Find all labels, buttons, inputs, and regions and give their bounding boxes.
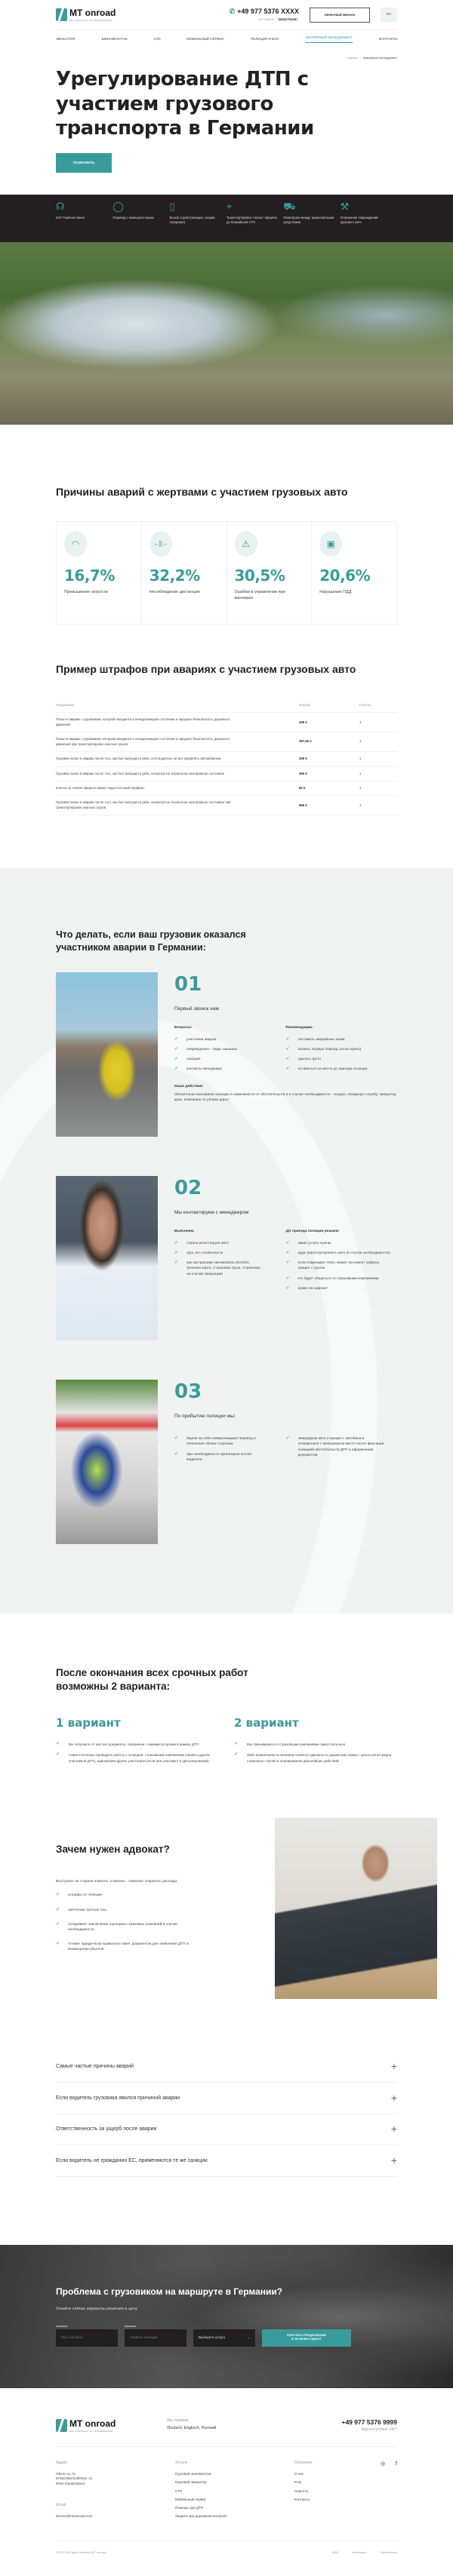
- main-nav: [56, 30, 397, 48]
- table-row: [56, 766, 397, 781]
- list-item: [286, 1067, 392, 1072]
- table-row: [56, 752, 397, 766]
- table-row: [56, 732, 397, 752]
- check-icon: ✔: [285, 1240, 290, 1245]
- list-item: [56, 1922, 192, 1933]
- step-1: [56, 972, 397, 1153]
- list-item-text: контакты менеджера: [186, 1067, 222, 1072]
- step-title: Первый звонок нам: [174, 1006, 219, 1012]
- stat-value: 20,6%: [319, 566, 371, 585]
- faq-question: Ответственность за ущерб после аварии: [56, 2126, 157, 2132]
- logo[interactable]: [56, 8, 116, 23]
- checklist: [174, 1241, 265, 1277]
- headset-icon: ☊: [56, 200, 65, 212]
- cell-fine: 585 €: [299, 796, 359, 815]
- plus-icon[interactable]: +: [390, 2091, 397, 2104]
- location-input[interactable]: Укажите локацию: [125, 2329, 186, 2347]
- faq-item[interactable]: [56, 2145, 397, 2177]
- lawyer-title: Зачем нужен адвокат?: [56, 1843, 170, 1855]
- cell-violation: Попал в аварию с грузовиком, который находился в ненадлежащем состоянии и нарушал безопасность дорожного движения: [56, 713, 299, 732]
- check-icon: ✔: [56, 1942, 60, 1947]
- list-item: [286, 1286, 392, 1291]
- cell-pts: 1: [359, 732, 397, 752]
- chat-icon: ◯: [112, 200, 124, 212]
- footer-service-link[interactable]: Мобильный сервис: [175, 2497, 207, 2501]
- actions-text: обязательно вызываем полицию в зависимости от обстоятельств и в случае необходимости - скорую, пожарную службу, эвакуатор, кран, компанию по уборке дорог.: [174, 1092, 397, 1103]
- footer-service-link[interactable]: Защита при дорожном контроле: [175, 2514, 227, 2519]
- check-icon: ✔: [285, 1260, 290, 1266]
- rulebook-icon: ▣: [319, 531, 342, 557]
- step-3: [56, 1380, 397, 1561]
- list-item: [174, 1057, 280, 1062]
- list-item-text: эвакуируем авто и прицеп с автобана в оговоренное с менеджером место после фиксации полицией обстоятельств ДТП и оформления документов: [297, 1437, 384, 1457]
- check-icon: ✔: [174, 1436, 179, 1442]
- check-icon: ✔: [174, 1451, 179, 1457]
- variant-1: [56, 1716, 219, 1768]
- check-icon: ✔: [56, 1752, 60, 1757]
- stat-label: Нарушение ПДД: [319, 590, 352, 595]
- list-item-text: сделать фото: [297, 1058, 321, 1062]
- check-icon: ✔: [285, 1067, 290, 1072]
- cell-violation: Попал в аварию с грузовиком, который находился в ненадлежащем состоянии и нарушал безопасность дорожного движения при транспортировке опасных грузов: [56, 732, 299, 752]
- list-item-text: готовит юридически правильно пакет документов для заявления ДТП и возмещении убытков.: [68, 1942, 189, 1952]
- cell-fine: 397,50 €: [299, 732, 359, 752]
- email-title: Email: [56, 2502, 66, 2507]
- stat-value: 30,5%: [234, 566, 285, 585]
- list-item-text: кто будет общаться со страховыми компаниями: [297, 1276, 379, 1281]
- list-item-text: оспаривает заключение оценщика страховых компаний в случае необходимости: [68, 1922, 177, 1932]
- speedometer-icon: ◠: [64, 531, 87, 557]
- list-item-text: оказать первую помощь (если нужно): [297, 1047, 362, 1052]
- bus-icon: ▯: [169, 200, 175, 212]
- distance-icon: →][←: [149, 531, 172, 557]
- stat-label: Ошибки в управлении при маневрах: [234, 590, 285, 601]
- footer-logo[interactable]: [56, 2418, 116, 2433]
- nav-accident-management[interactable]: АВАРИЙНЫЙ МЕНЕДЖМЕНТ: [305, 35, 353, 42]
- list-item: [286, 1260, 392, 1271]
- phone-input[interactable]: Ваш телефон: [56, 2329, 118, 2347]
- list-item: [286, 1276, 392, 1282]
- recommendations-heading: Рекомендации:: [285, 1026, 313, 1030]
- table-row: [56, 796, 397, 815]
- impressum-link[interactable]: Impressum: [351, 2550, 367, 2555]
- list-item-text: претензии третьих лиц: [68, 1908, 106, 1912]
- nav-sto[interactable]: СТО: [153, 36, 161, 41]
- list-item-text: поставить аварийные знаки: [297, 1037, 345, 1042]
- list-item-text: груз, его особенности: [186, 1251, 223, 1255]
- languages-label: Мы говорим:: [167, 2418, 190, 2423]
- truck-icon: ⛟: [283, 200, 296, 212]
- list-item: [286, 1436, 384, 1458]
- stat-card: [142, 522, 227, 624]
- variant-2: [234, 1716, 397, 1768]
- table-row: [56, 713, 397, 732]
- facebook-icon[interactable]: f: [396, 2461, 397, 2467]
- check-icon: ✔: [56, 1741, 60, 1746]
- lawyer-section: [56, 1818, 397, 2000]
- faq-accordion: [56, 2052, 397, 2177]
- logo-icon: [56, 2419, 67, 2432]
- address-line: 97653 Bischofsheim i.d.: [56, 2476, 93, 2481]
- stat-value: 16,7%: [64, 566, 115, 585]
- check-icon: ✔: [56, 1921, 60, 1927]
- feature-translation: [112, 201, 169, 226]
- list-item-text: локация: [186, 1058, 201, 1062]
- check-icon: ✔: [285, 1285, 290, 1291]
- address-line: Obere Au 7a: [56, 2472, 76, 2476]
- list-item: [234, 1752, 397, 1764]
- table-row: [56, 781, 397, 795]
- cell-fine: 390 €: [299, 766, 359, 781]
- check-icon: ✔: [174, 1057, 179, 1062]
- instagram-icon[interactable]: ◎: [380, 2461, 386, 2467]
- operator-headset-image: [56, 1176, 158, 1340]
- list-item: [286, 1251, 392, 1256]
- breadcrumb-separator: >: [359, 56, 362, 60]
- list-item: [286, 1241, 392, 1246]
- feature-label: Транспортировка тягача / прицепа до ближайшей СТО: [226, 215, 277, 225]
- check-icon: ✔: [174, 1260, 179, 1266]
- col-fine: Штраф: [299, 698, 359, 713]
- steps-title: Что делать, если ваш грузовик оказался участником аварии в Германии:: [56, 929, 246, 953]
- check-icon: ✔: [174, 1046, 179, 1052]
- list-item-text: страна регистрации авто: [186, 1241, 229, 1245]
- show-phone-button[interactable]: SHOW PHONE: [276, 17, 299, 22]
- submit-button[interactable]: [262, 2329, 351, 2347]
- faq-item[interactable]: [56, 2052, 397, 2083]
- checklist: [174, 1436, 257, 1463]
- checklist: [286, 1241, 392, 1291]
- header-phone[interactable]: +49 977 5376 XXXX: [237, 7, 299, 15]
- stat-card: [312, 522, 396, 624]
- list-item: [56, 1893, 192, 1898]
- logo-text: MT onroad: [69, 7, 116, 18]
- stat-card: [227, 522, 313, 624]
- col-violation: Нарушение: [56, 698, 299, 713]
- lawyer-image: [275, 1818, 437, 1999]
- hotline-label: 24/7 Hotline: [257, 17, 274, 22]
- list-item: [174, 1241, 265, 1246]
- address-title: Адрес: [56, 2461, 68, 2466]
- cell-violation: Грузовик попал в аварию после того, как был выпущен в рейс, несмотря на технически неисправное состояние: [56, 766, 299, 781]
- feature-label: Устранение повреждений грузового авто: [340, 215, 378, 225]
- check-icon: ✔: [174, 1036, 179, 1042]
- nav-mobile-service[interactable]: МОБИЛЬНЫЙ СЕРВИС: [186, 36, 225, 41]
- stat-card: [57, 522, 142, 624]
- services-title: Услуги: [175, 2461, 188, 2466]
- faq-item[interactable]: [56, 2083, 397, 2114]
- chevron-down-icon: ⌄: [247, 2335, 250, 2340]
- list-item: [234, 1742, 397, 1748]
- nav-evacuator[interactable]: ЭВАКУАТОР: [56, 36, 76, 41]
- checklist: [56, 1893, 275, 1952]
- fines-table: [56, 698, 397, 815]
- faq-question: Если водитель грузовика явился причиной аварии: [56, 2095, 180, 2101]
- decide-heading: ДО приезда полиции решаем:: [285, 1230, 340, 1234]
- agb-link[interactable]: AGB: [331, 2550, 338, 2555]
- checklist: [174, 1037, 280, 1073]
- service-select-value: Выберите услугу: [199, 2335, 226, 2340]
- logo-text: MT onroad: [69, 2418, 116, 2429]
- cell-pts: 1: [359, 796, 397, 815]
- phone-label: ТЕЛЕФОН: [56, 2324, 67, 2328]
- list-item-text: нужен ли адвокат: [297, 1286, 328, 1291]
- footer-service-link[interactable]: Грузовой шиномонтаж: [175, 2472, 211, 2476]
- cell-violation: Колеса на тягаче/ прицепе имеют недостаточный профиль: [56, 781, 299, 795]
- stats-cards: [56, 521, 397, 625]
- list-item-text: при необходимости организуем ночлег водителя: [186, 1452, 252, 1462]
- check-icon: ✔: [285, 1250, 290, 1255]
- list-item: [286, 1037, 392, 1042]
- cell-pts: 1: [359, 781, 397, 795]
- list-item-text: Самостоятельно проводите работу с полицией, страховыми компаниями (своей и других участников ДТП), адвокатами других участников (если они участвуют в урегулировании).: [69, 1752, 210, 1763]
- checklist: [286, 1037, 392, 1073]
- find-out-heading: Выясняем:: [174, 1230, 195, 1234]
- stats-title: Причины аварий с жертвами с участием грузовых авто: [56, 485, 348, 498]
- email-link[interactable]: service@mtonroad.com: [56, 2513, 93, 2518]
- cell-fine: 265 €: [299, 713, 359, 732]
- variants-title: После окончания всех срочных работ возможны 2 варианта:: [56, 1667, 248, 1693]
- list-item-text: куда транспортировать авто (в случае необходимости): [297, 1251, 390, 1255]
- footer-useful-link[interactable]: FAQ: [294, 2480, 302, 2485]
- address-line: Rhön Deutschland: [56, 2481, 85, 2485]
- footer-useful-link[interactable]: Новости: [294, 2488, 308, 2493]
- check-icon: ✔: [56, 1907, 60, 1912]
- breadcrumb: [56, 56, 397, 60]
- logo-tagline: GOT YOUR BACK, MY TRUCKERFRIEND: [69, 2430, 113, 2433]
- list-item-text: как застрахован автомобиль (КАСКО, Зеленая карта, Страховка груза, Страховка на случай эвакуации): [186, 1261, 260, 1276]
- list-item: [56, 1908, 192, 1913]
- list-item: [174, 1047, 280, 1052]
- list-item: [56, 1742, 219, 1748]
- logo-icon: [56, 8, 67, 21]
- check-icon: ✔: [56, 1893, 60, 1898]
- service-select[interactable]: [193, 2329, 255, 2347]
- list-item-text: Вы получаете от нас все документы, связанные с нашими услугами в рамках ДТП: [69, 1742, 199, 1746]
- list-item-text: Либо привлекаем по желанию клиента Адвоката по дорожному праву с целью регистрации страхового случая и планирования дальнейших действий.: [247, 1752, 392, 1763]
- list-item: [174, 1452, 257, 1463]
- footer-phone[interactable]: +49 977 5376 9999: [341, 2418, 397, 2426]
- step-number: 02: [174, 1177, 202, 1200]
- logo-tagline: GOT YOUR BACK, MY TRUCKERFRIEND: [69, 19, 113, 22]
- checklist: [234, 1742, 397, 1764]
- highway-trucks-image: [56, 972, 158, 1137]
- police-motorcycle-image: [56, 1380, 158, 1544]
- stat-label: Несоблюдение дистанции: [149, 590, 200, 595]
- variant-title: 1 вариант: [56, 1716, 121, 1730]
- check-icon: ✔: [285, 1276, 290, 1281]
- list-item: [174, 1067, 280, 1072]
- list-item-text: штрафы от полиции: [68, 1893, 102, 1898]
- check-icon: ✔: [285, 1036, 290, 1042]
- faq-item[interactable]: [56, 2114, 397, 2146]
- check-icon: ✔: [174, 1240, 179, 1245]
- phone-note: Круглосуточно 24/7: [361, 2427, 397, 2432]
- datenschutz-link[interactable]: Datenschutz: [380, 2550, 397, 2555]
- list-item: [56, 1942, 192, 1952]
- check-icon: ✔: [174, 1067, 179, 1072]
- cell-fine: 60 €: [299, 781, 359, 795]
- step-title: По прибытию полиции мы:: [174, 1413, 236, 1419]
- feature-hotline: [56, 201, 112, 226]
- feature-services: [170, 201, 226, 226]
- step-title: Мы контактируем с менеджером: [174, 1209, 249, 1215]
- list-item-text: участники аварии: [186, 1037, 217, 1042]
- cell-pts: 1: [359, 713, 397, 732]
- feature-label: Перевод с немецкого языка: [112, 215, 154, 220]
- location-pins-icon: ⌖: [226, 200, 233, 212]
- col-points: Пункты: [359, 698, 397, 713]
- check-icon: ✔: [285, 1057, 290, 1062]
- cell-pts: 1: [359, 766, 397, 781]
- page-title: Урегулирование ДТП с участием грузового транспорта в Германии: [56, 68, 314, 140]
- site-header: [56, 0, 397, 30]
- breadcrumb-home[interactable]: Главная: [346, 56, 358, 60]
- footer-service-link[interactable]: Помощь при ДТП: [175, 2505, 204, 2510]
- list-item: [174, 1260, 265, 1277]
- step-number: 03: [174, 1380, 202, 1404]
- location-label: ЛОКАЦИЯ: [125, 2324, 136, 2328]
- useful-title: Полезное: [294, 2461, 313, 2466]
- cta-title: Проблема с грузовиком на маршруте в Германии?: [56, 2286, 283, 2297]
- list-item-text: оставаться на месте до приезда полиции: [297, 1067, 368, 1072]
- steps-section: [0, 868, 453, 1613]
- list-item-text: если поврежден тягач, может ли клиент забрать прицеп с грузом: [297, 1261, 380, 1271]
- cta-subtitle: Узнайте сейчас варианты решения и цену: [56, 2307, 137, 2312]
- cell-fine: 265 €: [299, 752, 359, 766]
- list-item-text: повреждения - люди, машины: [186, 1047, 237, 1052]
- check-icon: ✔: [285, 1436, 290, 1442]
- plus-icon[interactable]: +: [390, 2154, 397, 2166]
- list-item: [286, 1047, 392, 1052]
- step-number: 01: [174, 973, 202, 996]
- plus-icon[interactable]: +: [390, 2123, 397, 2135]
- step-2: [56, 1176, 397, 1357]
- cell-pts: 1: [359, 752, 397, 766]
- features-band: [0, 195, 453, 242]
- check-icon: ✔: [234, 1741, 239, 1746]
- faq-question: Самые частые причины аварий: [56, 2064, 134, 2070]
- feature-label: Вызов служб (полиция, скорая, пожарная): [169, 215, 216, 225]
- list-item: [174, 1251, 265, 1256]
- hero-image-overturned-truck: [0, 242, 453, 425]
- list-item-text: Мы связываемся со страховыми компаниями самостоятельно: [247, 1742, 346, 1746]
- cell-violation: Грузовик попал в аварию после того, как был выпущен в рейс, несмотря на технически неисправное состояние при транспортировке опасных грузов: [56, 796, 299, 815]
- checklist: [286, 1436, 384, 1458]
- stat-value: 32,2%: [149, 566, 200, 585]
- list-item: [286, 1057, 392, 1062]
- site-footer: [56, 2388, 397, 2564]
- lawyer-intro: Выступает на стороне клиента, а именно - помогает сократить расходы:: [56, 1879, 178, 1884]
- questions-heading: Вопросы:: [174, 1026, 193, 1030]
- check-icon: ✔: [285, 1046, 290, 1052]
- feature-label: Перегрузка между транспортными средствами: [283, 215, 334, 225]
- check-icon: ✔: [174, 1250, 179, 1255]
- list-item: [174, 1037, 280, 1042]
- list-item-text: какие услуги нужны: [297, 1241, 331, 1245]
- checklist: [56, 1742, 219, 1764]
- language-switch[interactable]: RU: [381, 8, 397, 22]
- nav-tire-service[interactable]: ШИНОМОНТАЖ: [101, 36, 128, 41]
- copyright: © 2022 All rights reserved MT onroad: [56, 2550, 106, 2555]
- nav-contacts[interactable]: КОНТАКТЫ: [378, 36, 397, 41]
- cell-violation: Грузовик попал в аварию после того, как был выпущен в рейс, хотя водитель не мог управлять автомобилем: [56, 752, 299, 766]
- phone-icon: ✆: [229, 7, 236, 15]
- stat-label: Превышение скорости: [64, 590, 108, 595]
- footer-useful-link[interactable]: Контакты: [294, 2497, 310, 2501]
- list-item-text: берем на себя коммуникацию/ перевод и пояснения обоим сторонам: [186, 1437, 256, 1447]
- faq-question: Если водитель не гражданин ЕС, применяются те же санкции: [56, 2157, 208, 2163]
- plus-icon[interactable]: +: [390, 2060, 397, 2073]
- call-button[interactable]: ПОЗВОНИТЬ: [56, 153, 112, 173]
- tools-icon: ⚒: [340, 200, 350, 212]
- feature-transport: [226, 201, 283, 226]
- actions-heading: Наши действия:: [174, 1084, 204, 1088]
- submit-label: В ТЕЧЕНИЕ 5 МИНУТ: [291, 2338, 322, 2341]
- submit-label: ПОЛУЧИТЬ ПРЕДЛОЖЕНИЕ: [286, 2333, 327, 2337]
- warning-icon: ⚠: [235, 531, 257, 557]
- footer-service-link[interactable]: СТО: [175, 2488, 183, 2493]
- languages: Deutsch, Englisch, Русский: [167, 2426, 217, 2431]
- breadcrumb-current: Аварийный менеджмент: [362, 56, 397, 60]
- footer-useful-link[interactable]: О нас: [294, 2472, 304, 2476]
- feature-label: 24/7 Горячая линия: [56, 215, 85, 220]
- callback-button[interactable]: ОБРАТНЫЙ ЗВОНОК: [310, 8, 370, 23]
- feature-reload: [283, 201, 340, 226]
- list-item: [174, 1436, 257, 1447]
- nav-police[interactable]: ПОЛИЦИЯ И BAG: [250, 36, 279, 41]
- request-form-section: [0, 2245, 453, 2388]
- fines-title: Пример штрафов при авариях с участием грузовых авто: [56, 663, 356, 676]
- footer-service-link[interactable]: Грузовой эвакуатор: [175, 2480, 207, 2485]
- variant-title: 2 вариант: [234, 1716, 299, 1730]
- feature-repair: [341, 201, 397, 226]
- check-icon: ✔: [234, 1752, 239, 1757]
- list-item: [56, 1752, 219, 1764]
